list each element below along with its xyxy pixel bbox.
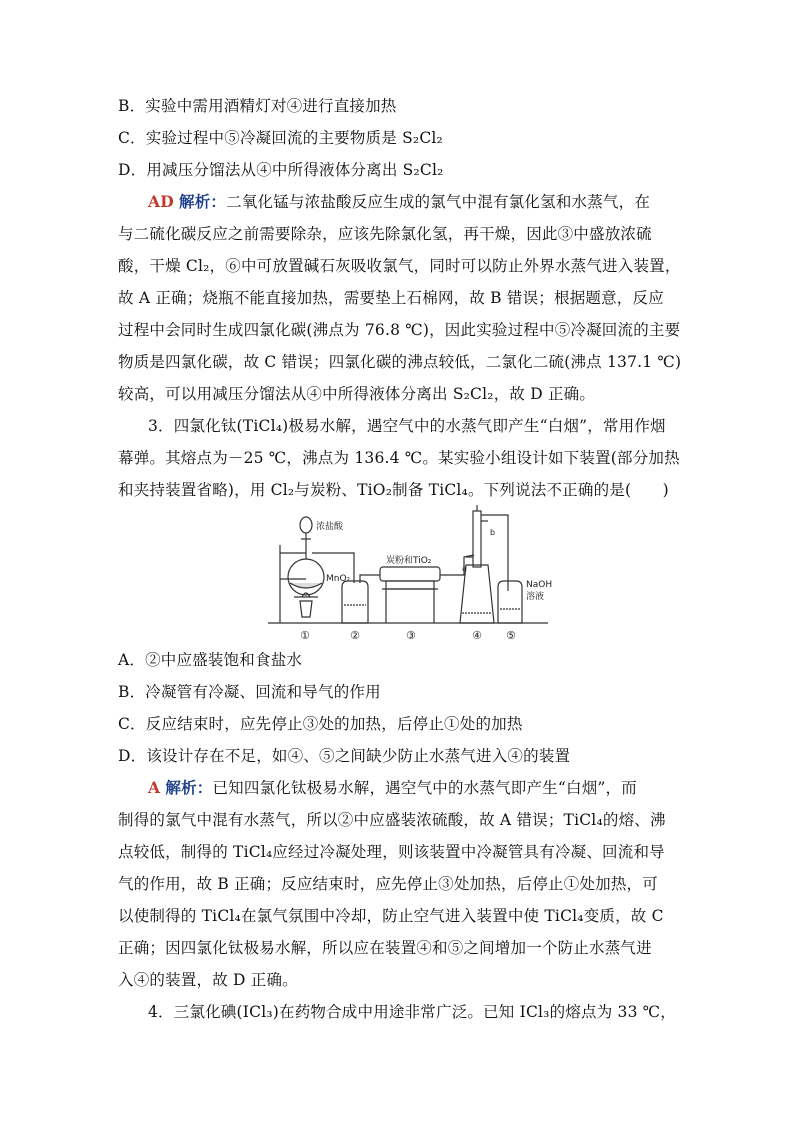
label-n1: ① — [300, 629, 310, 642]
question-3-line-1: 3．四氯化钛(TiCl₄)极易水解，遇空气中的水蒸气即产生“白烟”，常用作烟 — [148, 417, 666, 435]
option-c: C．反应结束时，应先停止③处的加热，后停止①处的加热 — [118, 715, 523, 733]
analysis-3-line-4: 气的作用，故 B 正确；反应结束时，应先停止③处加热，后停止①处加热，可 — [118, 875, 658, 893]
analysis-2-line-1 — [148, 192, 708, 212]
line-option-c-prev: C．实验过程中⑤冷凝回流的主要物质是 S₂Cl₂ — [118, 129, 443, 147]
analysis-2-line-3: 酸，干燥 Cl₂，⑥中可放置碱石灰吸收氯气，同时可以防止外界水蒸气进入装置， — [118, 257, 681, 275]
analysis-3-line-1 — [148, 778, 708, 798]
label-n2: ② — [350, 629, 360, 642]
label-solution: 溶液 — [526, 592, 545, 602]
question-3-line-2: 幕弹。其熔点为－25 ℃，沸点为 136.4 ℃。某实验小组设计如下装置(部分加热 — [118, 449, 680, 467]
option-d: D．该设计存在不足，如④、⑤之间缺少防止水蒸气进入④的装置 — [118, 747, 571, 765]
analysis-3-line-2: 制得的氯气中混有水蒸气，所以②中应盛装浓硫酸，故 A 错误；TiCl₄的熔、沸 — [118, 811, 666, 829]
line-option-b-prev: B．实验中需用酒精灯对④进行直接加热 — [118, 97, 397, 115]
analysis-text: 二氧化锰与浓盐酸反应生成的氯气中混有氯化氢和水蒸气，在 — [226, 193, 651, 211]
line-option-d-prev: D．用减压分馏法从④中所得液体分离出 S₂Cl₂ — [118, 161, 444, 179]
analysis-3-line-3: 点较低，制得的 TiCl₄应经过冷凝处理，则该装置中冷凝管具有冷凝、回流和导 — [118, 843, 665, 861]
label-n3: ③ — [406, 629, 416, 642]
answer-label: AD — [148, 192, 174, 211]
label-n4: ④ — [472, 629, 482, 642]
analysis-text-3: 已知四氯化钛极易水解，遇空气中的水蒸气即产生“白烟”，而 — [212, 779, 637, 797]
question-4-line-1: 4．三氯化碘(ICl₃)在药物合成中用途非常广泛。已知 ICl₃的熔点为 33 ℃， — [148, 1003, 677, 1021]
analysis-2-line-4: 故 A 正确；烧瓶不能直接加热，需要垫上石棉网，故 B 错误；根据题意，反应 — [118, 289, 664, 307]
apparatus-diagram — [268, 505, 558, 645]
label-carbon-tio2: 炭粉和TiO₂ — [386, 556, 432, 566]
analysis-3-line-7: 入④的装置，故 D 正确。 — [118, 971, 298, 989]
analysis-label-3: 解析： — [165, 778, 213, 797]
analysis-2-line-6: 物质是四氯化碳，故 C 错误；四氯化碳的沸点较低，二氯化二硫(沸点 137.1 ℃) — [118, 353, 682, 371]
analysis-3-line-5: 以使制得的 TiCl₄在氯气氛围中冷却，防止空气进入装置中使 TiCl₄变质，故 C — [118, 907, 664, 925]
label-conc-hcl: 浓盐酸 — [316, 522, 344, 532]
option-b: B．冷凝管有冷凝、回流和导气的作用 — [118, 683, 381, 701]
analysis-label: 解析： — [179, 192, 227, 211]
analysis-2-line-7: 较高，可以用减压分馏法从④中所得液体分离出 S₂Cl₂，故 D 正确。 — [118, 385, 596, 403]
option-a: A．②中应盛装饱和食盐水 — [118, 651, 303, 669]
label-b: b — [490, 528, 496, 537]
answer-label-3: A — [148, 778, 161, 797]
label-naoh: NaOH — [526, 580, 553, 590]
label-a: a — [462, 564, 467, 573]
analysis-2-line-2: 与二硫化碳反应之前需要除杂，应该先除氯化氢，再干燥，因此③中盛放浓硫 — [118, 225, 652, 243]
analysis-2-line-5: 过程中会同时生成四氯化碳(沸点为 76.8 ℃)，因此实验过程中⑤冷凝回流的主要 — [118, 321, 681, 339]
label-mno2: MnO₂ — [326, 574, 351, 584]
question-3-line-3: 和夹持装置省略)，用 Cl₂与炭粉、TiO₂制备 TiCl₄。下列说法不正确的是( ) — [118, 481, 669, 499]
analysis-3-line-6: 正确；因四氯化钛极易水解，所以应在装置④和⑤之间增加一个防止水蒸气进 — [118, 939, 652, 957]
label-n5: ⑤ — [506, 629, 516, 642]
